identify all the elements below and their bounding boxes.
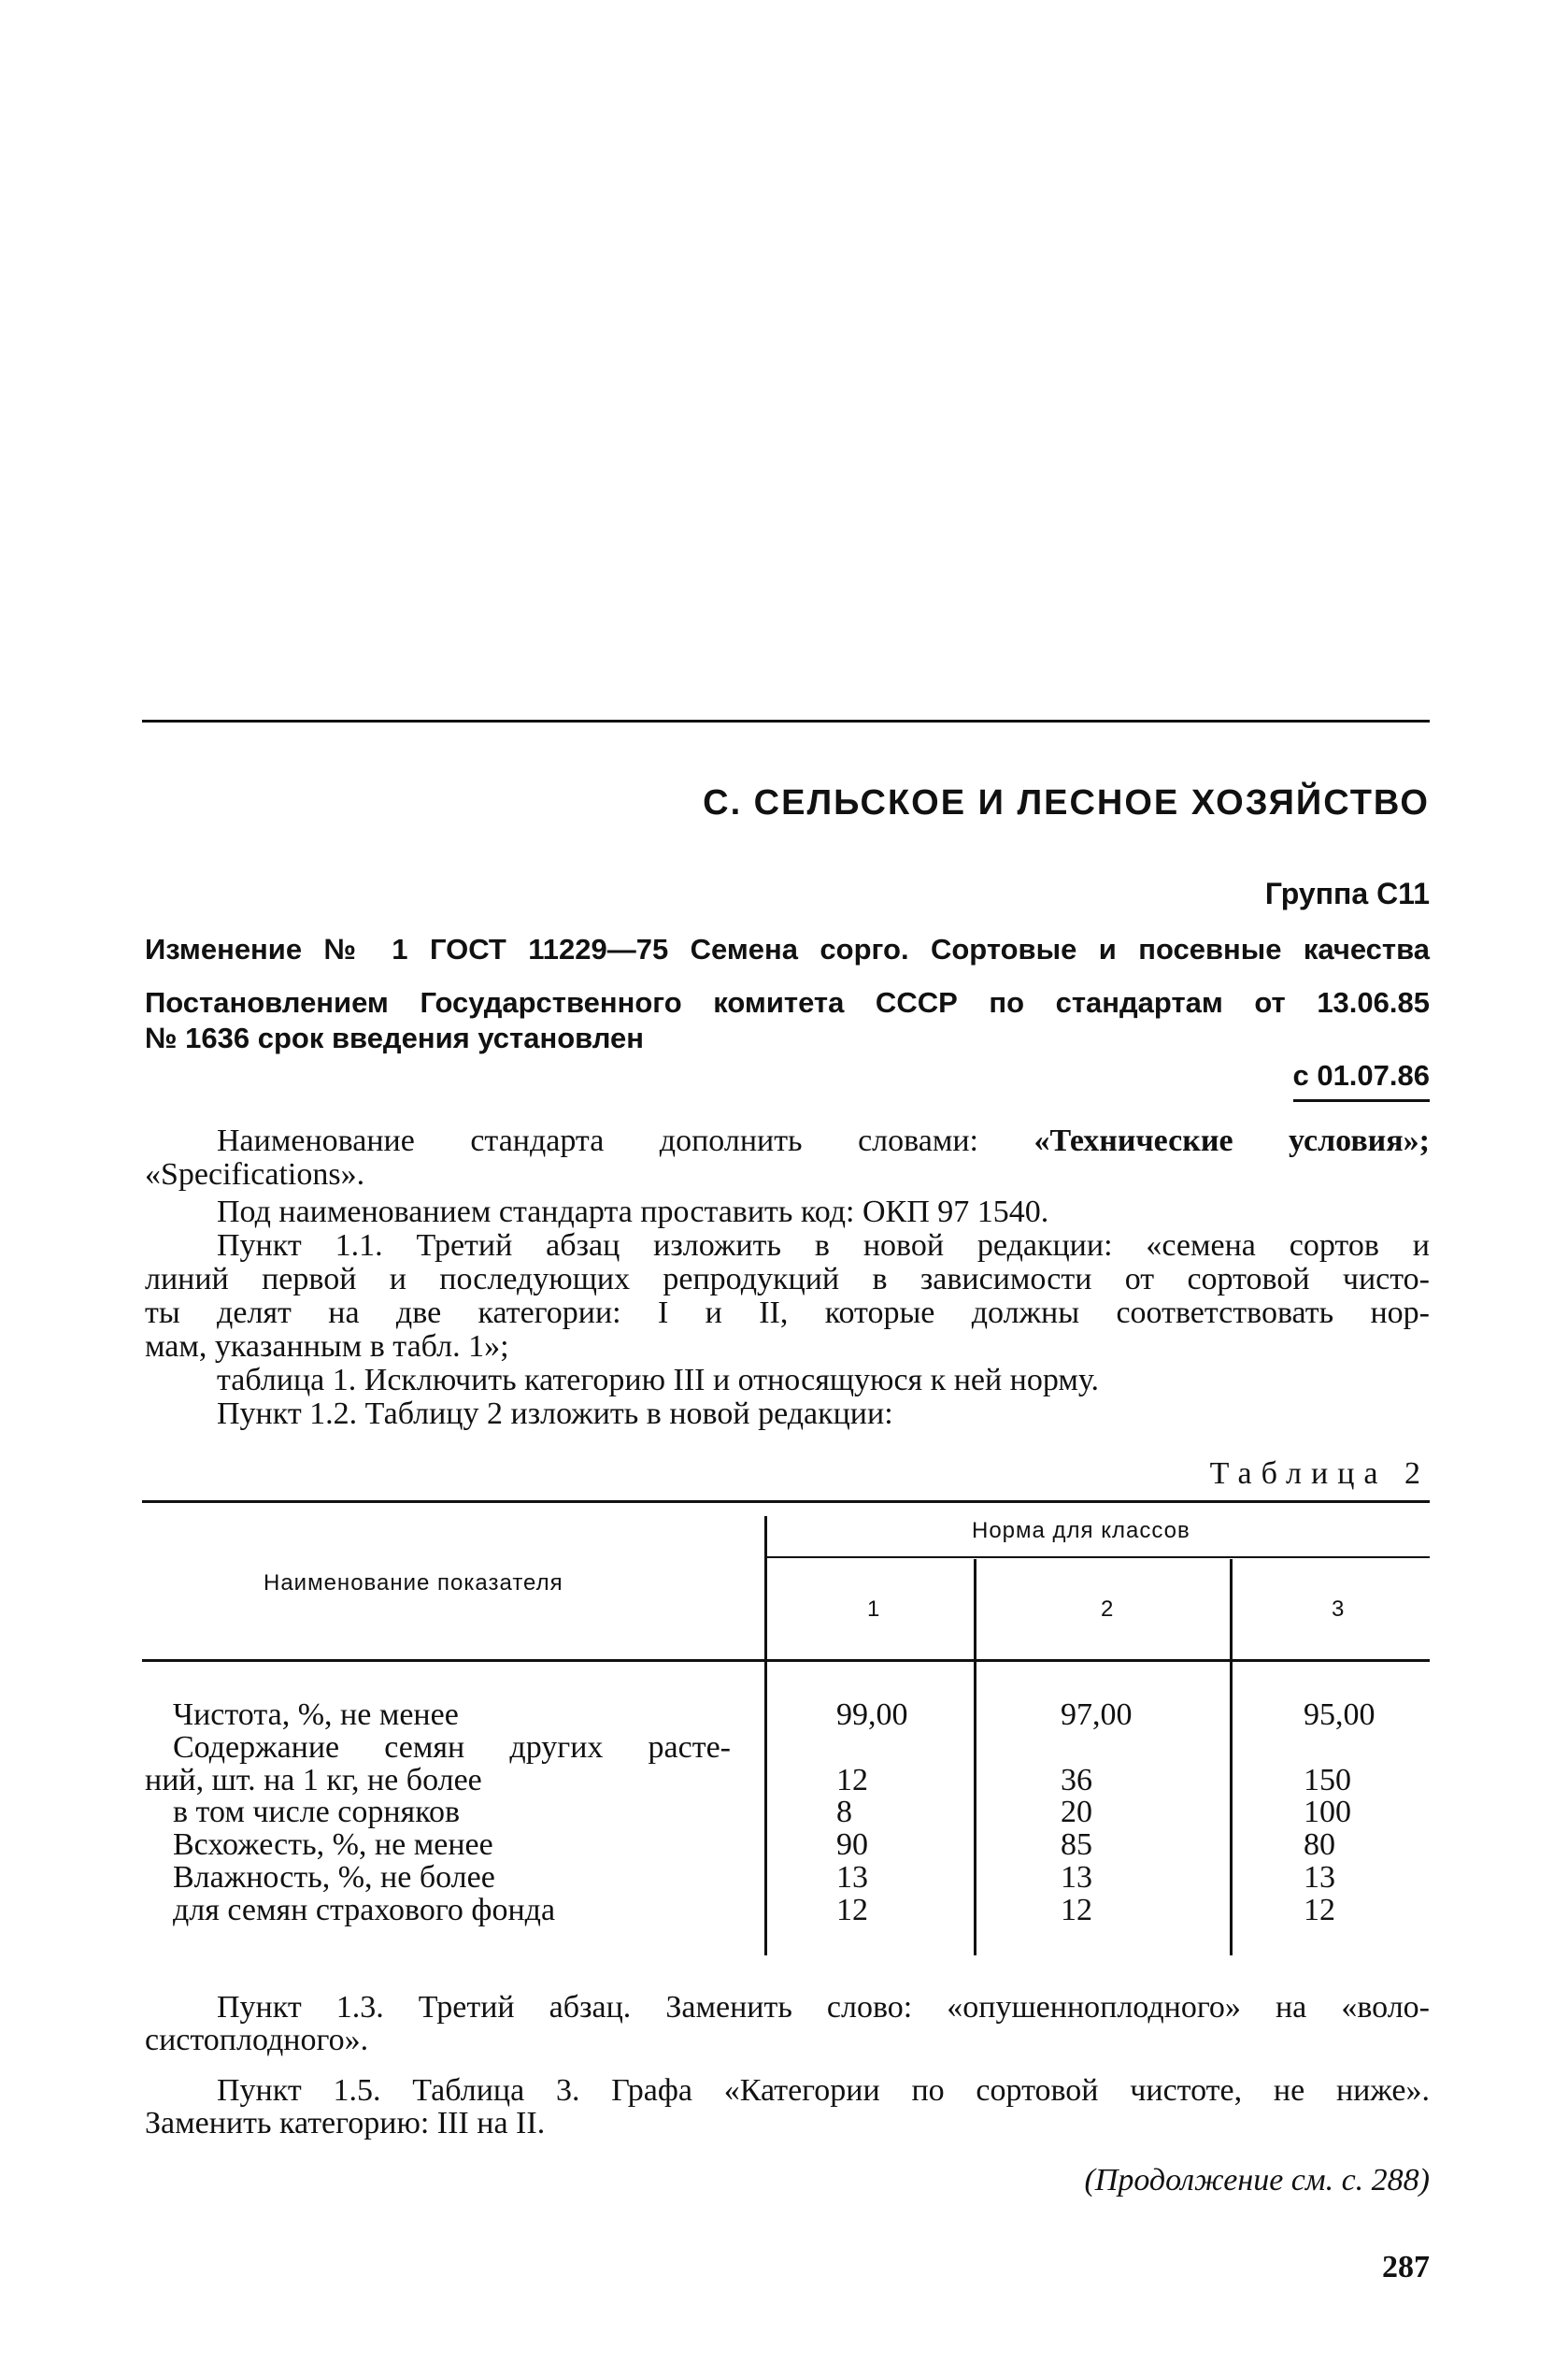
group-label: Группа С11 <box>1264 877 1430 910</box>
table-header-rule <box>142 1659 1430 1662</box>
table-header-group: Норма для классов <box>972 1518 1190 1543</box>
paragraph-3-line-3: ты делят на две категории: I и II, которые должны соответствовать нор- <box>145 1296 1430 1330</box>
paragraph-1-line-2: «Specifications». <box>145 1157 365 1192</box>
paragraph-5: Пункт 1.2. Таблицу 2 изложить в новой редакции: <box>217 1396 893 1431</box>
table-cell: 12 <box>836 1763 868 1797</box>
table-cell: 95,00 <box>1304 1697 1376 1732</box>
table-group-rule <box>766 1556 1430 1558</box>
table-row-label: Влажность, %, не более <box>173 1860 495 1895</box>
table-row-label: Чистота, %, не менее <box>173 1697 459 1732</box>
table-row-label: Содержание семян других расте- <box>173 1730 731 1765</box>
paragraph-2: Под наименованием стандарта проставить код: ОКП 97 1540. <box>217 1195 1049 1229</box>
table-cell: 99,00 <box>836 1697 908 1732</box>
table-cell: 100 <box>1304 1795 1351 1829</box>
amendment-title: Изменение № 1 ГОСТ 11229—75 Семена сорго. Сортовые и посевные качества <box>145 933 1430 966</box>
paragraph-3-line-4: мам, указанным в табл. 1»; <box>145 1329 509 1364</box>
amendment-number: № 1636 срок введения установлен <box>145 1022 645 1054</box>
paragraph-1-line-1 <box>217 1125 1430 1157</box>
paragraph-1-bold: «Технические условия»; <box>1033 1124 1430 1158</box>
table-header-class-3: 3 <box>1332 1596 1346 1622</box>
table-cell: 90 <box>836 1827 868 1862</box>
table-row-label: для семян страхового фонда <box>173 1893 556 1927</box>
paragraph-1-text: Наименование стандарта дополнить словами: <box>217 1124 1034 1158</box>
effective-date: с 01.07.86 <box>1292 1059 1430 1092</box>
table-cell: 12 <box>1304 1893 1335 1927</box>
table-header-class-2: 2 <box>1101 1596 1115 1622</box>
table-top-rule <box>142 1500 1430 1503</box>
table-cell: 97,00 <box>1061 1697 1133 1732</box>
page-number: 287 <box>1382 2250 1430 2284</box>
table-cell: 12 <box>1061 1893 1092 1927</box>
table-row-label: ний, шт. на 1 кг, не более <box>145 1763 482 1797</box>
section-title: С. СЕЛЬСКОЕ И ЛЕСНОЕ ХОЗЯЙСТВО <box>703 783 1430 823</box>
table-vline-2 <box>974 1559 976 1955</box>
paragraph-3-line-2: линий первой и последующих репродукций в зависимости от сортовой чисто- <box>145 1262 1430 1296</box>
table-cell: 20 <box>1061 1795 1092 1829</box>
table-row-label: в том числе сорняков <box>173 1795 461 1829</box>
paragraph-6-line-2: систоплодного». <box>145 2023 369 2057</box>
table-header-class-1: 1 <box>867 1596 881 1622</box>
top-rule <box>142 720 1430 723</box>
table-cell: 85 <box>1061 1827 1092 1862</box>
paragraph-4: таблица 1. Исключить категорию III и относящуюся к ней норму. <box>217 1363 1099 1397</box>
effective-date-rule <box>1293 1099 1430 1102</box>
table-vline-3 <box>1230 1559 1233 1955</box>
continuation-note: (Продолжение см. с. 288) <box>1084 2163 1430 2197</box>
amendment-resolution: Постановлением Государственного комитета СССР по стандартам от 13.06.85 <box>145 986 1430 1019</box>
table-cell: 13 <box>1061 1860 1092 1895</box>
table-cell: 12 <box>836 1893 868 1927</box>
table-cell: 80 <box>1304 1827 1335 1862</box>
paragraph-7-line-1: Пункт 1.5. Таблица 3. Графа «Категории по сортовой чистоте, не ниже». <box>217 2073 1430 2108</box>
table-cell: 150 <box>1304 1763 1351 1797</box>
paragraph-6-line-1: Пункт 1.3. Третий абзац. Заменить слово: «опушенноплодного» на «воло- <box>217 1990 1430 2025</box>
paragraph-3-line-1: Пункт 1.1. Третий абзац изложить в новой редакции: «семена сортов и <box>217 1228 1430 1263</box>
table-vline-1 <box>764 1516 767 1955</box>
paragraph-7-line-2: Заменить категорию: III на II. <box>145 2106 546 2140</box>
table-cell: 8 <box>836 1795 852 1829</box>
table-cell: 13 <box>1304 1860 1335 1895</box>
table-header-indicator: Наименование показателя <box>264 1570 563 1596</box>
table-row-label: Всхожесть, %, не менее <box>173 1827 493 1862</box>
table-cell: 36 <box>1061 1763 1092 1797</box>
table-cell: 13 <box>836 1860 868 1895</box>
table-caption: Таблица 2 <box>1209 1456 1430 1491</box>
